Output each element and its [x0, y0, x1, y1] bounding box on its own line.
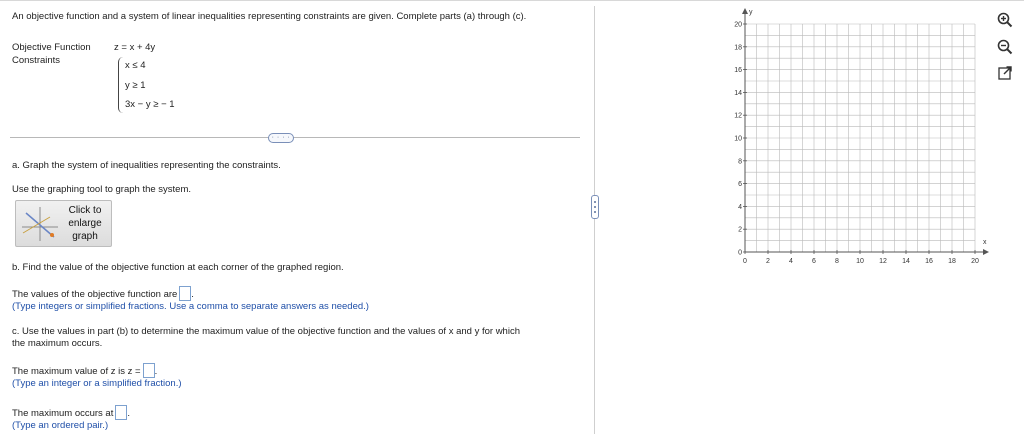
part-b-answer-row: The values of the objective function are . — [12, 286, 194, 301]
x-axis-arrow — [983, 249, 989, 255]
intro-text: An objective function and a system of linear inequalities representing constraints are given. Complete parts (a) through (c). — [12, 11, 527, 22]
max-value-row: The maximum value of z is z = . — [12, 363, 157, 378]
y-tick-label: 0 — [738, 249, 742, 257]
zoom-out-icon — [997, 39, 1013, 55]
max-value-hint: (Type an integer or a simplified fraction.) — [12, 378, 182, 389]
zoom-in-button[interactable] — [994, 10, 1016, 30]
panel-splitter — [594, 6, 595, 434]
x-tick-label: 14 — [902, 258, 910, 265]
constraints-label: Constraints — [12, 55, 61, 66]
y-tick-label: 2 — [738, 226, 742, 234]
x-tick-label: 16 — [925, 258, 933, 265]
enlarge-graph-button[interactable] — [15, 200, 112, 247]
x-tick-label: 6 — [812, 258, 816, 265]
enlarge-graph-label: Click to enlarge graph — [68, 205, 102, 242]
max-occurs-hint: (Type an ordered pair.) — [12, 420, 109, 431]
max-occurs-row: The maximum occurs at . — [12, 405, 130, 420]
splitter-handle[interactable] — [591, 195, 599, 219]
part-b-hint: (Type integers or simplified fractions. Use a comma to separate answers as needed.) — [12, 301, 369, 312]
x-tick-label: 4 — [789, 258, 793, 265]
part-b-answer-label: The values of the objective function are — [12, 289, 178, 300]
y-tick-label: 6 — [738, 181, 742, 189]
max-value-input[interactable] — [143, 363, 155, 378]
x-tick-label: 2 — [766, 258, 770, 265]
x-tick-label: 18 — [948, 258, 956, 265]
part-b-prompt: b. Find the value of the objective function at each corner of the graphed region. — [12, 262, 344, 273]
constraint-2: y ≥ 1 — [125, 80, 146, 91]
zoom-out-button[interactable] — [994, 37, 1016, 57]
zoom-in-icon — [997, 12, 1013, 28]
objective-label: Objective Function — [12, 42, 91, 53]
y-axis-label: y — [749, 9, 753, 16]
x-tick-label: 0 — [743, 258, 747, 265]
x-tick-label: 8 — [835, 258, 839, 265]
y-tick-label: 16 — [734, 67, 742, 75]
part-c-prompt-line2: the maximum occurs. — [12, 338, 103, 349]
part-a-instruction: Use the graphing tool to graph the system. — [12, 184, 192, 195]
constraint-3: 3x − y ≥ − 1 — [125, 99, 175, 110]
y-tick-label: 20 — [734, 21, 742, 29]
y-tick-label: 18 — [734, 44, 742, 52]
max-occurs-label: The maximum occurs at — [12, 408, 114, 419]
y-tick-label: 14 — [734, 89, 742, 97]
y-axis-arrow — [742, 8, 748, 14]
section-divider — [10, 137, 580, 138]
max-occurs-input[interactable] — [115, 405, 127, 420]
constraint-1: x ≤ 4 — [125, 60, 146, 71]
open-new-window-button[interactable] — [994, 63, 1016, 83]
y-tick-label: 4 — [738, 203, 742, 211]
graph-thumbnail-icon — [20, 205, 60, 243]
y-tick-label: 8 — [738, 158, 742, 166]
part-a-prompt: a. Graph the system of inequalities representing the constraints. — [12, 160, 281, 171]
x-tick-label: 10 — [856, 258, 864, 265]
show-more-button[interactable]: · · · · — [268, 133, 294, 143]
y-tick-label: 10 — [734, 135, 742, 143]
y-tick-label: 12 — [734, 112, 742, 120]
x-tick-label: 12 — [879, 258, 887, 265]
constraints-brace — [118, 57, 125, 113]
max-value-label: The maximum value of z is z = — [12, 366, 141, 377]
objective-expression: z = x + 4y — [114, 42, 156, 53]
external-link-icon — [997, 65, 1013, 81]
objective-values-input[interactable] — [179, 286, 191, 301]
x-tick-label: 20 — [971, 258, 979, 265]
part-c-prompt-line1: c. Use the values in part (b) to determine the maximum value of the objective function and the values of x and y for which — [12, 326, 520, 337]
graphing-area[interactable] — [725, 2, 985, 270]
x-axis-label: x — [983, 239, 987, 246]
